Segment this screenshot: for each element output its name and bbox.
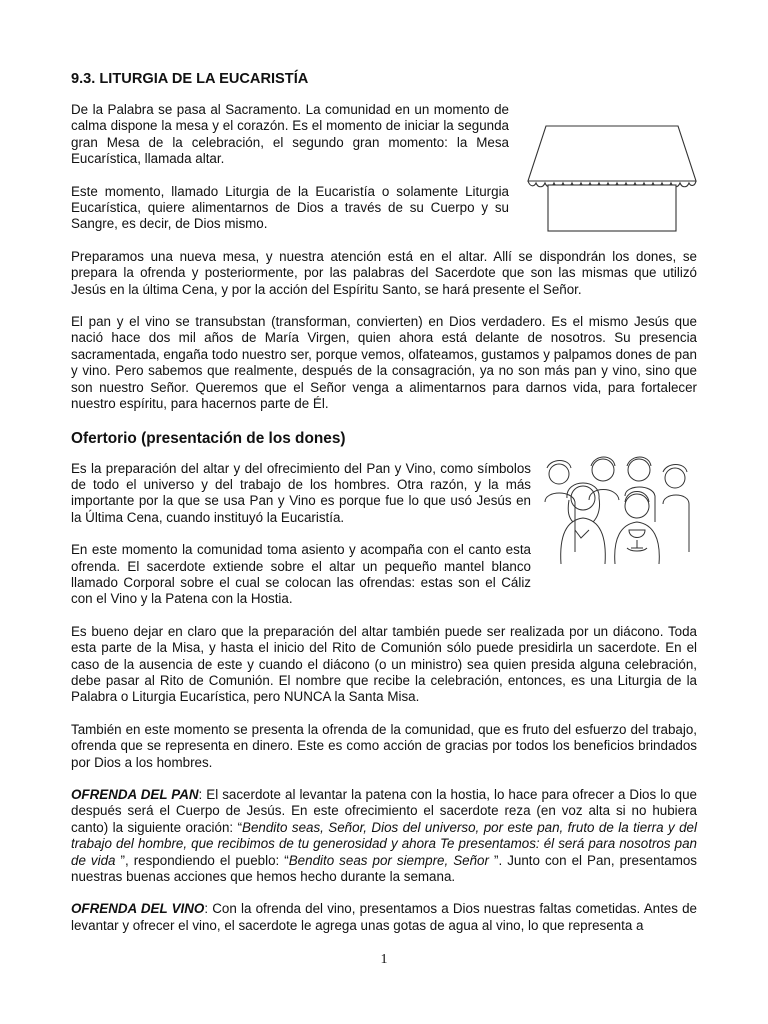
wine-offering-label: OFRENDA DEL VINO <box>71 901 205 917</box>
page-number: 1 <box>380 952 388 967</box>
paragraph-intro: De la Palabra se pasa al Sacramento. La comunidad en un momento de calma dispone la mesa y el corazón. Es el momento de iniciar la segunda gran Mesa de la celebración, el segundo gran momento: la Mesa Eucarística, llamada altar. <box>71 102 509 167</box>
paragraph-deacon: Es bueno dejar en claro que la preparación del altar también puede ser realizada por un diácono. Toda esta parte de la Misa, y hasta el inicio del Rito de Comunión sólo puede presidirla un sacerdote. En el caso de la ausencia de este y cuando el diácono (o un ministro) sea quien presida alguna celebración, debe pasar al Rito de Comunión. El nombre que recibe la celebración, entonces, es una Liturgia de la Palabra o Liturgia Eucarística, pero NUNCA la Santa Misa. <box>71 623 697 705</box>
paragraph-offertory-community: En este momento la comunidad toma asiento y acompaña con el canto esta ofrenda. El sacerdote extiende sobre el altar un pequeño mantel blanco llamado Corporal sobre el cual se colocan las ofrendas: estas son el Cáliz con el Vino y la Patena con la Hostia. <box>71 542 531 607</box>
paragraph-transubstantiation: El pan y el vino se transubstan (transforman, convierten) en Dios verdadero. Es el mismo Jesús que nació hace dos mil años de María Virgen, quien ahora está delante de nosotros. Su presencia sacramentada, engaña todo nuestro ser, porque vemos, olfateamos, gustamos y palpamos dones de pan y vino. Pero sabemos que realmente, después de la consagración, ya no son más pan y vino, sino que son nuestro Señor. Queremos que el Señor venga a alimentarnos para darnos vida, para fortalecer nuestro espíritu, para hacernos parte de Él. <box>71 314 697 412</box>
altar-table-illustration <box>524 121 700 233</box>
people-with-offerings-illustration <box>541 452 691 565</box>
subsection-heading: Ofertorio (presentación de los dones) <box>71 429 346 447</box>
paragraph-community-offering: También en este momento se presenta la ofrenda de la comunidad, que es fruto del esfuerzo del trabajo, ofrenda que se representa en dinero. Este es como acción de gracias por todos los beneficios brindados por Dios a los hombres. <box>71 721 697 770</box>
paragraph-offertory-preparation: Es la preparación del altar y del ofrecimiento del Pan y Vino, como símbolos de todo el universo y del trabajo de los hombres. Otra razón, y la más importante por la que se usa Pan y Vino es porque fue lo que usó Jesús en la Última Cena, cuando instituyó la Eucaristía. <box>71 460 531 525</box>
bread-prayer: Bendito seas, Señor, Dios del universo, por este pan, fruto de la tierra y del trabajo del hombre, que recibimos de tu generosidad y ahora Te presentamos: él será para nosotros pan de vida <box>71 819 697 868</box>
paragraph-wine-offering: OFRENDA DEL VINO: Con la ofrenda del vino, presentamos a Dios nuestras faltas cometidas. Antes de levantar y ofrecer el vino, el sacerdote le agrega unas gotas de agua al vino, lo que representa a <box>71 901 698 933</box>
bread-offering-label: OFRENDA DEL PAN <box>71 787 199 802</box>
people-response: Bendito seas por siempre, Señor <box>288 852 489 868</box>
paragraph-new-table: Preparamos una nueva mesa, y nuestra atención está en el altar. Allí se dispondrán los dones, se prepara la ofrenda y posteriormente, por las palabras del Sacerdote que son las mismas que utilizó Jesús en la última Cena, y por la acción del Espíritu Santo, se hará presente el Señor. <box>71 248 697 297</box>
paragraph-liturgy-definition: Este momento, llamado Liturgia de la Eucaristía o solamente Liturgia Eucarística, quiere alimentarnos de Dios a través de su Cuerpo y su Sangre, es decir, de Dios mismo. <box>71 183 509 232</box>
paragraph-bread-offering: OFRENDA DEL PAN: El sacerdote al levantar la patena con la hostia, lo hace para ofrecer a Dios lo que después será el Cuerpo de Jesús. En este ofrecimiento el sacerdote reza (en voz alta si no hubiera canto) la siguiente oración: “Bendito seas, Señor, Dios del universo, por este pan, fruto de la tierra y del trabajo del hombre, que recibimos de tu generosidad y ahora Te presentamos: él será para nosotros pan de vida ”, respondiendo el pueblo: “Bendito seas por siempre, Señor ”. Junto con el Pan, presentamos nuestras buenas acciones que hemos hecho durante la semana. <box>71 787 697 885</box>
section-heading: 9.3. LITURGIA DE LA EUCARISTÍA <box>71 71 309 87</box>
